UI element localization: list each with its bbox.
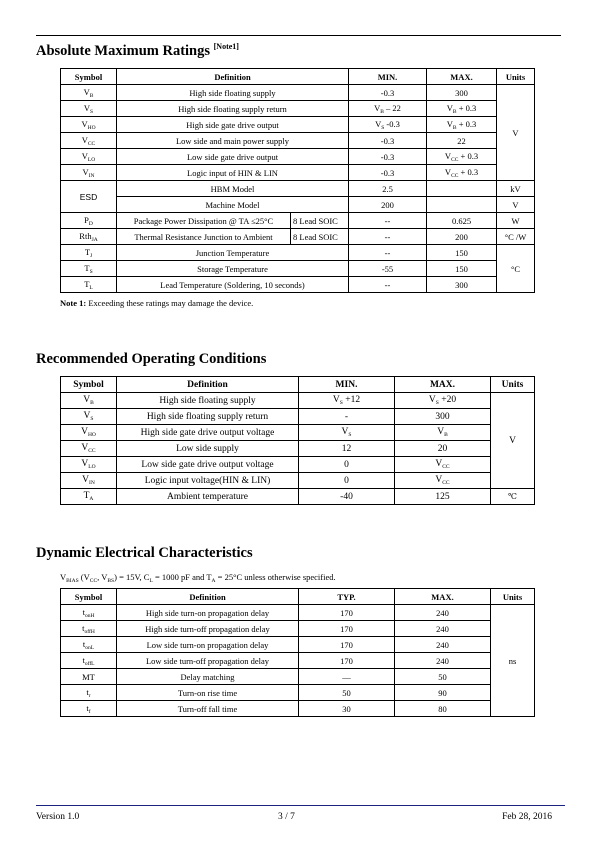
table-header-row bbox=[61, 589, 535, 605]
definition-cell: Low side gate drive output voltage bbox=[117, 457, 299, 473]
value-subscript: CC bbox=[442, 480, 450, 486]
symbol-cell: $V_{IN}$ bbox=[61, 473, 117, 489]
unit-cell: V bbox=[491, 393, 535, 489]
max-cell: 150 bbox=[427, 245, 497, 261]
symbol-subscript: HO bbox=[87, 124, 96, 131]
symbol-cell: $T_J$ bbox=[61, 245, 117, 261]
definition-cell: Package Power Dissipation @ TA ≤25°C bbox=[117, 213, 291, 229]
symbol-subscript: CC bbox=[87, 140, 96, 147]
symbol-cell: $t_{offL}$ bbox=[61, 653, 117, 669]
table-row bbox=[61, 245, 535, 261]
symbol-cell: ESD bbox=[61, 181, 117, 213]
symbol-subscript: onL bbox=[85, 644, 95, 651]
dyn-conditions: $V_{BIAS}$ ($V_{CC}$, $V_{BS}) = 15V$, $C_L = 1000$ pF and $T_A = 25^\circ C$ unless otherwise specified. bbox=[60, 572, 336, 584]
max-cell: 240 bbox=[395, 605, 491, 621]
value-subscript: S bbox=[348, 432, 352, 438]
table-row bbox=[61, 685, 535, 701]
max-cell: 150 bbox=[427, 261, 497, 277]
col-header: Definition bbox=[117, 589, 299, 605]
symbol-cell: $t_{offH}$ bbox=[61, 621, 117, 637]
footer-page-number: 3 / 7 bbox=[278, 812, 295, 822]
definition-cell: Low side and main power supply bbox=[117, 133, 349, 149]
condition-subscript: A bbox=[211, 578, 216, 584]
symbol-subscript: offL bbox=[84, 660, 95, 667]
package-cell: 8 Lead SOIC bbox=[291, 213, 349, 229]
symbol-cell: $V_{CC}$ bbox=[61, 441, 117, 457]
symbol-subscript: onH bbox=[84, 612, 95, 619]
table-row bbox=[61, 393, 535, 409]
definition-cell: Turn-on rise time bbox=[117, 685, 299, 701]
top-rule bbox=[36, 35, 561, 36]
max-cell: $V_B$ bbox=[395, 425, 491, 441]
symbol-cell: $P_D$ bbox=[61, 213, 117, 229]
min-cell: $V_S +12$ bbox=[299, 393, 395, 409]
definition-cell: Thermal Resistance Junction to Ambient bbox=[117, 229, 291, 245]
value-subscript: CC bbox=[451, 172, 459, 179]
max-cell: 240 bbox=[395, 653, 491, 669]
symbol-subscript: D bbox=[88, 220, 93, 227]
definition-cell: High side turn-on propagation delay bbox=[117, 605, 299, 621]
table-row bbox=[61, 425, 535, 441]
symbol-cell: $t_{onL}$ bbox=[61, 637, 117, 653]
typ-cell: 170 bbox=[299, 621, 395, 637]
symbol-subscript: LO bbox=[88, 464, 96, 470]
symbol-subscript: S bbox=[90, 416, 94, 422]
table-row bbox=[61, 181, 535, 197]
abs-max-note-ref: [Note1] bbox=[213, 42, 239, 51]
symbol-cell: MT bbox=[61, 669, 117, 685]
symbol-subscript: IN bbox=[89, 480, 95, 486]
min-cell: -0.3 bbox=[349, 85, 427, 101]
symbol-cell: $V_{IN}$ bbox=[61, 165, 117, 181]
col-header: MAX. bbox=[427, 69, 497, 85]
typ-cell: 50 bbox=[299, 685, 395, 701]
value-subscript: B bbox=[452, 108, 457, 115]
condition-subscript: BS bbox=[107, 578, 115, 584]
max-cell: $V_{CC} + 0.3$ bbox=[427, 149, 497, 165]
table-row bbox=[61, 473, 535, 489]
rec-op-title: Recommended Operating Conditions bbox=[36, 351, 267, 367]
col-header: MIN. bbox=[299, 377, 395, 393]
unit-cell: kV bbox=[497, 181, 535, 197]
min-cell: -0.3 bbox=[349, 149, 427, 165]
definition-cell: High side gate drive output bbox=[117, 117, 349, 133]
symbol-subscript: A bbox=[89, 496, 94, 502]
definition-cell: Turn-off fall time bbox=[117, 701, 299, 717]
table-row bbox=[61, 101, 535, 117]
col-header: Definition bbox=[117, 69, 349, 85]
package-cell: 8 Lead SOIC bbox=[291, 229, 349, 245]
symbol-subscript: r bbox=[88, 692, 91, 699]
min-cell: -40 bbox=[299, 489, 395, 505]
table-row bbox=[61, 149, 535, 165]
col-header: Symbol bbox=[61, 589, 117, 605]
min-cell: -- bbox=[349, 277, 427, 293]
min-cell: 200 bbox=[349, 197, 427, 213]
unit-cell: ℃ bbox=[491, 489, 535, 505]
col-header: Definition bbox=[117, 377, 299, 393]
footer-version: Version 1.0 bbox=[36, 812, 80, 822]
abs-max-table bbox=[60, 68, 535, 293]
max-cell: $V_{CC}$ bbox=[395, 473, 491, 489]
definition-cell: High side floating supply bbox=[117, 393, 299, 409]
definition-cell: Low side supply bbox=[117, 441, 299, 457]
value-subscript: CC bbox=[451, 156, 459, 163]
definition-cell: Ambient temperature bbox=[117, 489, 299, 505]
table-row bbox=[61, 261, 535, 277]
max-cell: 22 bbox=[427, 133, 497, 149]
symbol-cell: Rth$_{JA}$ bbox=[61, 229, 117, 245]
col-header: Units bbox=[491, 589, 535, 605]
symbol-cell: $T_S$ bbox=[61, 261, 117, 277]
definition-cell: Low side turn-off propagation delay bbox=[117, 653, 299, 669]
condition-subscript: CC bbox=[89, 578, 98, 584]
min-cell: $V_S$ bbox=[299, 425, 395, 441]
table-row bbox=[61, 277, 535, 293]
min-cell: $V_B - 22$ bbox=[349, 101, 427, 117]
min-cell: 2.5 bbox=[349, 181, 427, 197]
min-cell: -55 bbox=[349, 261, 427, 277]
definition-cell: High side turn-off propagation delay bbox=[117, 621, 299, 637]
symbol-cell: $V_{LO}$ bbox=[61, 457, 117, 473]
table-row bbox=[61, 637, 535, 653]
symbol-cell: $T_A$ bbox=[61, 489, 117, 505]
condition-subscript: L bbox=[149, 578, 153, 584]
min-cell: -0.3 bbox=[349, 133, 427, 149]
symbol-cell: $V_B$ bbox=[61, 85, 117, 101]
table-row bbox=[61, 653, 535, 669]
value-subscript: B bbox=[380, 108, 384, 115]
value-subscript: S bbox=[435, 400, 439, 406]
definition-cell: Lead Temperature (Soldering, 10 seconds) bbox=[117, 277, 349, 293]
min-cell: 12 bbox=[299, 441, 395, 457]
abs-max-title: Absolute Maximum Ratings [Note1] bbox=[36, 42, 239, 59]
max-cell: 240 bbox=[395, 637, 491, 653]
symbol-cell: $t_{onH}$ bbox=[61, 605, 117, 621]
max-cell: 300 bbox=[427, 277, 497, 293]
table-row bbox=[61, 229, 535, 245]
definition-cell: HBM Model bbox=[117, 181, 349, 197]
dyn-table bbox=[60, 588, 535, 717]
table-header-row bbox=[61, 377, 535, 393]
max-cell: $V_B + 0.3$ bbox=[427, 117, 497, 133]
typ-cell: 170 bbox=[299, 605, 395, 621]
table-header-row bbox=[61, 69, 535, 85]
symbol-subscript: L bbox=[89, 284, 93, 291]
max-cell: 240 bbox=[395, 621, 491, 637]
value-subscript: S bbox=[339, 400, 343, 406]
definition-cell: Logic input voltage(HIN & LIN) bbox=[117, 473, 299, 489]
table-row bbox=[61, 197, 535, 213]
typ-cell: 170 bbox=[299, 653, 395, 669]
max-cell: 125 bbox=[395, 489, 491, 505]
min-cell: -- bbox=[349, 229, 427, 245]
definition-cell: Low side turn-on propagation delay bbox=[117, 637, 299, 653]
symbol-cell: $T_L$ bbox=[61, 277, 117, 293]
symbol-subscript: f bbox=[88, 708, 91, 715]
min-cell: 0 bbox=[299, 457, 395, 473]
typ-cell: 30 bbox=[299, 701, 395, 717]
max-cell: 300 bbox=[427, 85, 497, 101]
table-row bbox=[61, 213, 535, 229]
min-cell: - bbox=[299, 409, 395, 425]
table-row bbox=[61, 701, 535, 717]
definition-cell: Machine Model bbox=[117, 197, 349, 213]
symbol-subscript: offH bbox=[84, 628, 95, 635]
symbol-cell: $t_f$ bbox=[61, 701, 117, 717]
definition-cell: Logic input of HIN & LIN bbox=[117, 165, 349, 181]
symbol-subscript: B bbox=[90, 400, 94, 406]
definition-cell: High side floating supply return bbox=[117, 409, 299, 425]
symbol-cell: $t_r$ bbox=[61, 685, 117, 701]
table-row bbox=[61, 669, 535, 685]
col-header: TYP. bbox=[299, 589, 395, 605]
definition-cell: High side gate drive output voltage bbox=[117, 425, 299, 441]
max-cell: 90 bbox=[395, 685, 491, 701]
footer-date: Feb 28, 2016 bbox=[502, 812, 552, 822]
typ-cell: 170 bbox=[299, 637, 395, 653]
max-cell: 20 bbox=[395, 441, 491, 457]
min-cell: 0 bbox=[299, 473, 395, 489]
col-header: Units bbox=[491, 377, 535, 393]
table-row bbox=[61, 489, 535, 505]
value-subscript: B bbox=[444, 432, 448, 438]
unit-cell: °C /W bbox=[497, 229, 535, 245]
symbol-subscript: JA bbox=[91, 236, 98, 243]
unit-cell: ns bbox=[491, 605, 535, 717]
value-subscript: B bbox=[452, 124, 457, 131]
max-cell: 300 bbox=[395, 409, 491, 425]
symbol-subscript: J bbox=[90, 252, 93, 259]
table-row bbox=[61, 621, 535, 637]
table-row bbox=[61, 441, 535, 457]
symbol-cell: $V_{LO}$ bbox=[61, 149, 117, 165]
unit-cell: W bbox=[497, 213, 535, 229]
rec-op-table bbox=[60, 376, 535, 505]
table-row bbox=[61, 85, 535, 101]
condition-subscript: BIAS bbox=[66, 578, 79, 584]
symbol-subscript: S bbox=[90, 108, 94, 115]
definition-cell: Junction Temperature bbox=[117, 245, 349, 261]
symbol-cell: $V_S$ bbox=[61, 101, 117, 117]
symbol-cell: $V_{CC}$ bbox=[61, 133, 117, 149]
max-cell: 50 bbox=[395, 669, 491, 685]
table-row bbox=[61, 117, 535, 133]
typ-cell: — bbox=[299, 669, 395, 685]
definition-cell: High side floating supply return bbox=[117, 101, 349, 117]
table-row bbox=[61, 605, 535, 621]
max-cell: $V_{CC} + 0.3$ bbox=[427, 165, 497, 181]
max-cell: 0.625 bbox=[427, 213, 497, 229]
min-cell: -0.3 bbox=[349, 165, 427, 181]
definition-cell: Low side gate drive output bbox=[117, 149, 349, 165]
symbol-subscript: LO bbox=[87, 156, 96, 163]
max-cell bbox=[427, 197, 497, 213]
symbol-subscript: B bbox=[89, 92, 94, 99]
table-row bbox=[61, 165, 535, 181]
abs-max-note: Note 1: Exceeding these ratings may damage the device. bbox=[60, 298, 254, 308]
value-subscript: CC bbox=[442, 464, 450, 470]
table-row bbox=[61, 133, 535, 149]
col-header: MAX. bbox=[395, 377, 491, 393]
max-cell: $V_{CC}$ bbox=[395, 457, 491, 473]
symbol-subscript: IN bbox=[88, 172, 95, 179]
col-header: Symbol bbox=[61, 69, 117, 85]
unit-cell: V bbox=[497, 85, 535, 181]
col-header: MIN. bbox=[349, 69, 427, 85]
symbol-subscript: S bbox=[89, 268, 93, 275]
symbol-subscript: HO bbox=[87, 432, 96, 438]
symbol-cell: $V_{HO}$ bbox=[61, 117, 117, 133]
max-cell bbox=[427, 181, 497, 197]
definition-cell: Storage Temperature bbox=[117, 261, 349, 277]
symbol-cell: $V_{HO}$ bbox=[61, 425, 117, 441]
value-subscript: S bbox=[381, 124, 385, 131]
symbol-cell: $V_S$ bbox=[61, 409, 117, 425]
min-cell: -- bbox=[349, 213, 427, 229]
table-row bbox=[61, 409, 535, 425]
col-header: MAX. bbox=[395, 589, 491, 605]
definition-cell: Delay matching bbox=[117, 669, 299, 685]
table-row bbox=[61, 457, 535, 473]
symbol-cell: $V_B$ bbox=[61, 393, 117, 409]
unit-cell: °C bbox=[497, 245, 535, 293]
max-cell: 80 bbox=[395, 701, 491, 717]
min-cell: -- bbox=[349, 245, 427, 261]
col-header: Symbol bbox=[61, 377, 117, 393]
footer-rule bbox=[36, 805, 565, 806]
symbol-subscript: CC bbox=[88, 448, 96, 454]
unit-cell: V bbox=[497, 197, 535, 213]
max-cell: $V_S +20$ bbox=[395, 393, 491, 409]
dyn-title: Dynamic Electrical Characteristics bbox=[36, 545, 253, 561]
col-header: Units bbox=[497, 69, 535, 85]
max-cell: 200 bbox=[427, 229, 497, 245]
max-cell: $V_B + 0.3$ bbox=[427, 101, 497, 117]
min-cell: $V_S$ -0.3 bbox=[349, 117, 427, 133]
definition-cell: High side floating supply bbox=[117, 85, 349, 101]
